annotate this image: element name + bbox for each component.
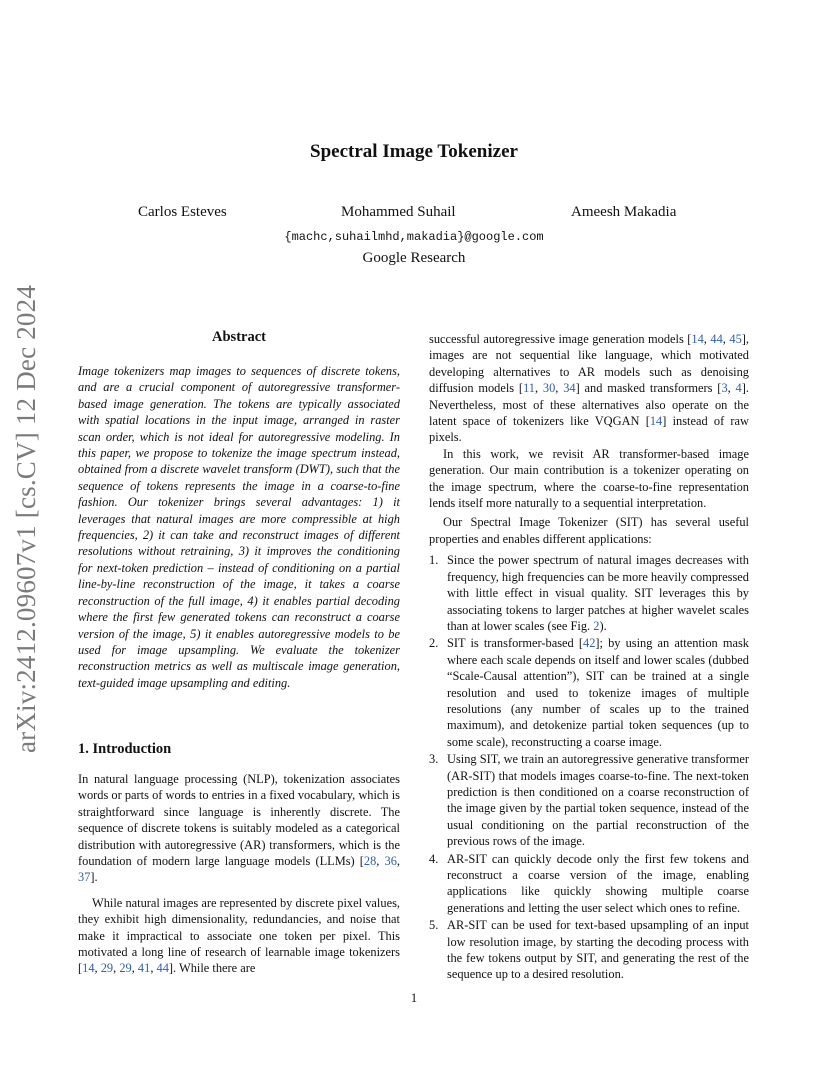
list-item: 3. Using SIT, we train an autoregressive generative transformer (AR-SIT) that models images coarse-to-fine. The next-token prediction is then conditioned on a coarse reconstruction of the image given by the partial token sequence, instead of the usual conditioning on the partial reconstruction of the previous rows of the image. <box>429 752 749 849</box>
citation-link[interactable]: 30 <box>542 381 556 396</box>
abstract-text: Image tokenizers map images to sequences of discrete tokens, and are a crucial component of autoregressive transformer-based image generation. The tokens are typically associated with spatial locations in the input image, arranged in raster scan order, which is not ideal for autoregressive modeling. In this paper, we propose to tokenize the image spectrum instead, obtained from a discrete wavelet transform (DWT), such that the sequence of tokens represents the image in a coarse-to-fine fashion. Our tokenizer brings several advantages: 1) it leverages that natural images are more compressible at high frequencies, 2) it can take and reconstruct images of different resolutions without retraining, 3) it improves the conditioning for next-token prediction – instead of conditioning on a partial line-by-line reconstruction of the image, it takes a coarse reconstruction of the full image, 4) it enables partial decoding where the first few generated tokens can reconstruct a coarse version of the image, 5) it enables autoregressive models to be used for image upsampling. We evaluate the tokenizer reconstruction metrics as well as multiscale image generation, text-guided image upsampling and editing. <box>78 364 400 690</box>
citation-link[interactable]: 45 <box>729 332 742 346</box>
citation-link[interactable]: 34 <box>563 381 576 396</box>
citation-link[interactable]: 14 <box>82 961 95 976</box>
citation-link[interactable]: 28 <box>363 854 377 869</box>
intro-body <box>78 771 400 977</box>
arxiv-sidebar <box>11 248 62 753</box>
author-name: Carlos Esteves <box>138 204 227 220</box>
arxiv-identifier: arXiv:2412.09607v1 [cs.CV] 12 Dec 2024 <box>11 284 41 753</box>
list-item: 1. Since the power spectrum of natural images decreases with frequency, high frequencies can be more heavily compressed with little effect in visual quality. SIT leverages this by associating tokens to larger patches at higher wavelet scales than at lower scales (see Fig. 2). <box>429 553 749 633</box>
author-name: Ameesh Makadia <box>571 204 677 220</box>
contribution-list <box>429 552 749 983</box>
section-heading: 1. Introduction <box>78 741 172 757</box>
citation-link[interactable]: 14 <box>691 332 704 346</box>
citation-link[interactable]: 11 <box>523 381 535 396</box>
citation-link[interactable]: 36 <box>384 854 397 869</box>
list-item: 5. AR-SIT can be used for text-based upsampling of an input low resolution image, by starting the decoding process with the few tokens output by SIT, and generating the rest of the sequence up to a desired resolution. <box>429 918 749 982</box>
citation-link[interactable]: 14 <box>649 414 663 429</box>
right-column <box>429 331 749 984</box>
author-email: {machc,suhailmhd,makadia}@google.com <box>284 230 544 244</box>
citation-link[interactable]: 44 <box>710 332 723 346</box>
paper-title: Spectral Image Tokenizer <box>310 141 518 162</box>
abstract-body <box>78 363 400 691</box>
figure-link[interactable]: 2 <box>593 618 600 633</box>
abstract-heading: Abstract <box>212 329 266 345</box>
citation-link[interactable]: 37 <box>78 870 91 885</box>
list-item: 4. AR-SIT can quickly decode only the first few tokens and reconstruct a coarse version of the image, enabling applications like quickly showing multiple coarse generations and letting the user select which ones to refine. <box>429 851 749 915</box>
page-number: 1 <box>410 991 418 1005</box>
paragraph: In this work, we revisit AR transformer-based image generation. Our main contribution is a tokenizer operating on the image spectrum, where the coarse-to-fine representation lends itself more naturally to a sequential interpretation. <box>429 446 749 511</box>
list-item: 2. SIT is transformer-based [42]; by using an attention mask where each scale depends on itself and lower scales (dubbed “Scale-Causal attention”), SIT can be trained at a single resolution and used to tokenize images of multiple resolutions (any number of scales up to the trained maximum), and detokenize partial token sequences (up to some scale), reconstructing a coarse image. <box>429 636 749 749</box>
citation-link[interactable]: 3 <box>721 381 728 396</box>
paragraph: While natural images are represented by discrete pixel values, they exhibit high dimensionality, redundancies, and noise that make it impractical to associate one token per pixel. This motivated a long line of research of learnable image tokenizers [14, 29, 29, 41, 44]. While there are <box>78 895 400 976</box>
citation-link[interactable]: 44 <box>156 961 169 976</box>
affiliation: Google Research <box>362 250 466 266</box>
citation-link[interactable]: 42 <box>583 636 596 651</box>
citation-link[interactable]: 29 <box>119 961 132 976</box>
citation-link[interactable]: 29 <box>100 961 114 976</box>
citation-link[interactable]: 4 <box>735 381 742 396</box>
paragraph: successful autoregressive image generation models [14, 44, 45], images are not sequential like language, which motivated developing alternatives to AR models such as denoising diffusion models [11, 30, 34] and masked transformers [3, 4]. Nevertheless, most of these alternatives also operate on the latent space of tokenizers like VQGAN [14] instead of raw pixels. <box>429 332 749 445</box>
paragraph: In natural language processing (NLP), tokenization associates words or parts of words to entries in a fixed vocabulary, which is straightforward since language is inherently discrete. The sequence of discrete tokens is suitably modeled as a categorical distribution with autoregressive (AR) transformers, which is the foundation of modern large language models (LLMs) [28, 36, 37]. <box>78 772 400 885</box>
citation-link[interactable]: 41 <box>137 961 151 976</box>
paragraph: Our Spectral Image Tokenizer (SIT) has several useful properties and enables different applications: <box>429 515 749 546</box>
author-name: Mohammed Suhail <box>341 204 456 220</box>
